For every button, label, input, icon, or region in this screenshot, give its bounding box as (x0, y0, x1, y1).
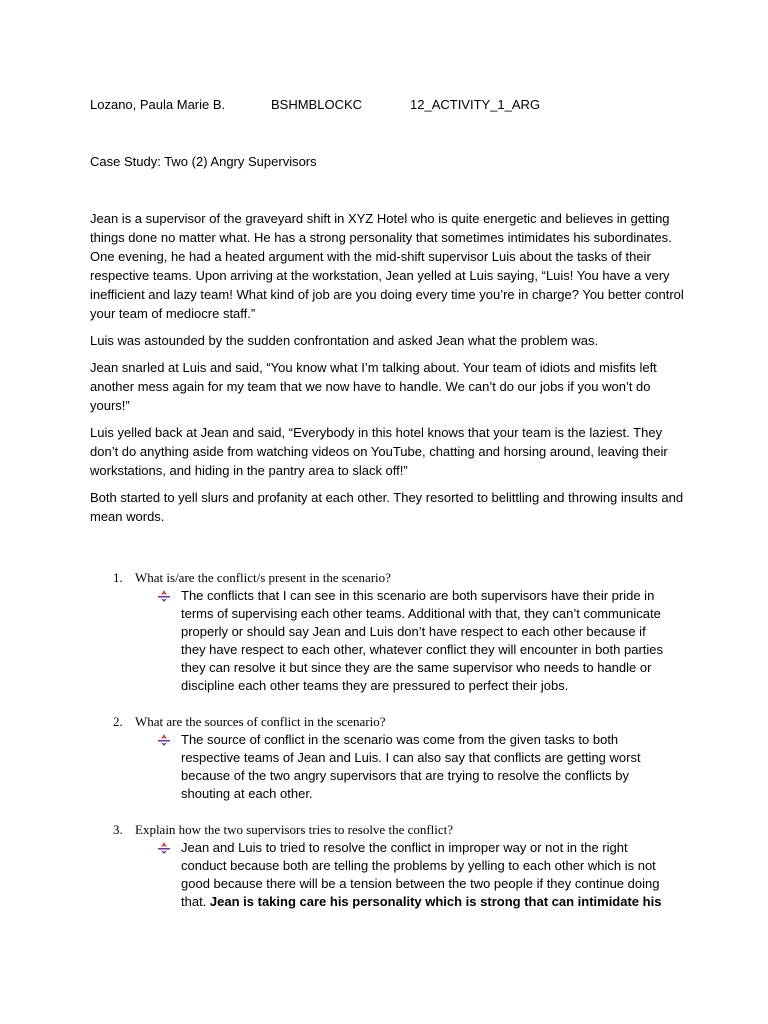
question-number: 2. (113, 714, 123, 729)
question-line (113, 712, 673, 731)
block-code: BSHMBLOCKC (271, 97, 363, 112)
answer-bullet (158, 587, 673, 695)
arrow-bullet-icon (158, 590, 170, 602)
question-text: Explain how the two supervisors tries to resolve the conflict? (135, 822, 454, 837)
question-line (113, 820, 673, 839)
question-item (113, 712, 673, 803)
answer-bullet (158, 839, 673, 911)
student-name: Lozano, Paula Marie B. (90, 97, 226, 112)
story-paragraph: Luis yelled back at Jean and said, “Everybody in this hotel knows that your team is the laziest. They don’t do anything aside from watching videos on YouTube, chatting and horsing around, leaving their workstations, and hiding in the pantry area to slack off!” (90, 425, 668, 478)
answer-text: The source of conflict in the scenario was come from the given tasks to both respective teams of Jean and Luis. I can also say that conflicts are getting worst because of the two angry supervisors that are trying to resolve the conflicts by shouting at each other. (181, 732, 641, 801)
arrow-bullet-icon (158, 842, 170, 854)
answer-text: The conflicts that I can see in this scenario are both supervisors have their pride in terms of supervising each other teams. Additional with that, they can’t communicate properly or should say Jean and Luis don’t have respect to each other because if they have respect to each other, whatever conflict they will encounter in both parties they can resolve it but since they are the same supervisor who needs to handle or discipline each other teams they are pressured to perfect their jobs. (181, 588, 663, 693)
question-text: What is/are the conflict/s present in the scenario? (135, 570, 391, 585)
document-header (90, 95, 690, 114)
question-text: What are the sources of conflict in the scenario? (135, 714, 386, 729)
story-paragraph: Both started to yell slurs and profanity at each other. They resorted to belittling and throwing insults and mean words. (90, 490, 684, 524)
answer-bold-text: Jean is taking care his personality which is strong that can intimidate his (209, 894, 662, 909)
question-item (113, 568, 673, 695)
activity-code: 12_ACTIVITY_1_ARG (410, 97, 541, 112)
question-item (113, 820, 673, 911)
answer-bullet (158, 731, 673, 803)
question-number: 1. (113, 570, 123, 585)
story-paragraph: Luis was astounded by the sudden confrontation and asked Jean what the problem was. (90, 333, 599, 348)
case-story (90, 209, 690, 534)
story-paragraph: Jean snarled at Luis and said, “You know what I’m talking about. Your team of idiots and misfits left another mess again for my team that we now have to handle. We can’t do our jobs if you won’t do yours!” (90, 360, 657, 413)
case-study-title: Case Study: Two (2) Angry Supervisors (90, 154, 317, 169)
story-paragraph: Jean is a supervisor of the graveyard shift in XYZ Hotel who is quite energetic and believes in getting things done no matter what. He has a strong personality that sometimes intimidates his subordinates. One evening, he had a heated argument with the mid-shift supervisor Luis about the tasks of their respective teams. Upon arriving at the workstation, Jean yelled at Luis saying, “Luis! You have a very inefficient and lazy team! What kind of job are you doing every time you’re in charge? You better control your team of mediocre staff.” (90, 211, 684, 321)
answer-text: Jean and Luis to tried to resolve the conflict in improper way or not in the right conduct because both are telling the problems by yelling to each other which is not good because there will be a tension between the two people if they continue doing that. (181, 840, 660, 909)
question-line (113, 568, 673, 587)
arrow-bullet-icon (158, 734, 170, 746)
question-list (113, 568, 673, 928)
question-number: 3. (113, 822, 123, 837)
